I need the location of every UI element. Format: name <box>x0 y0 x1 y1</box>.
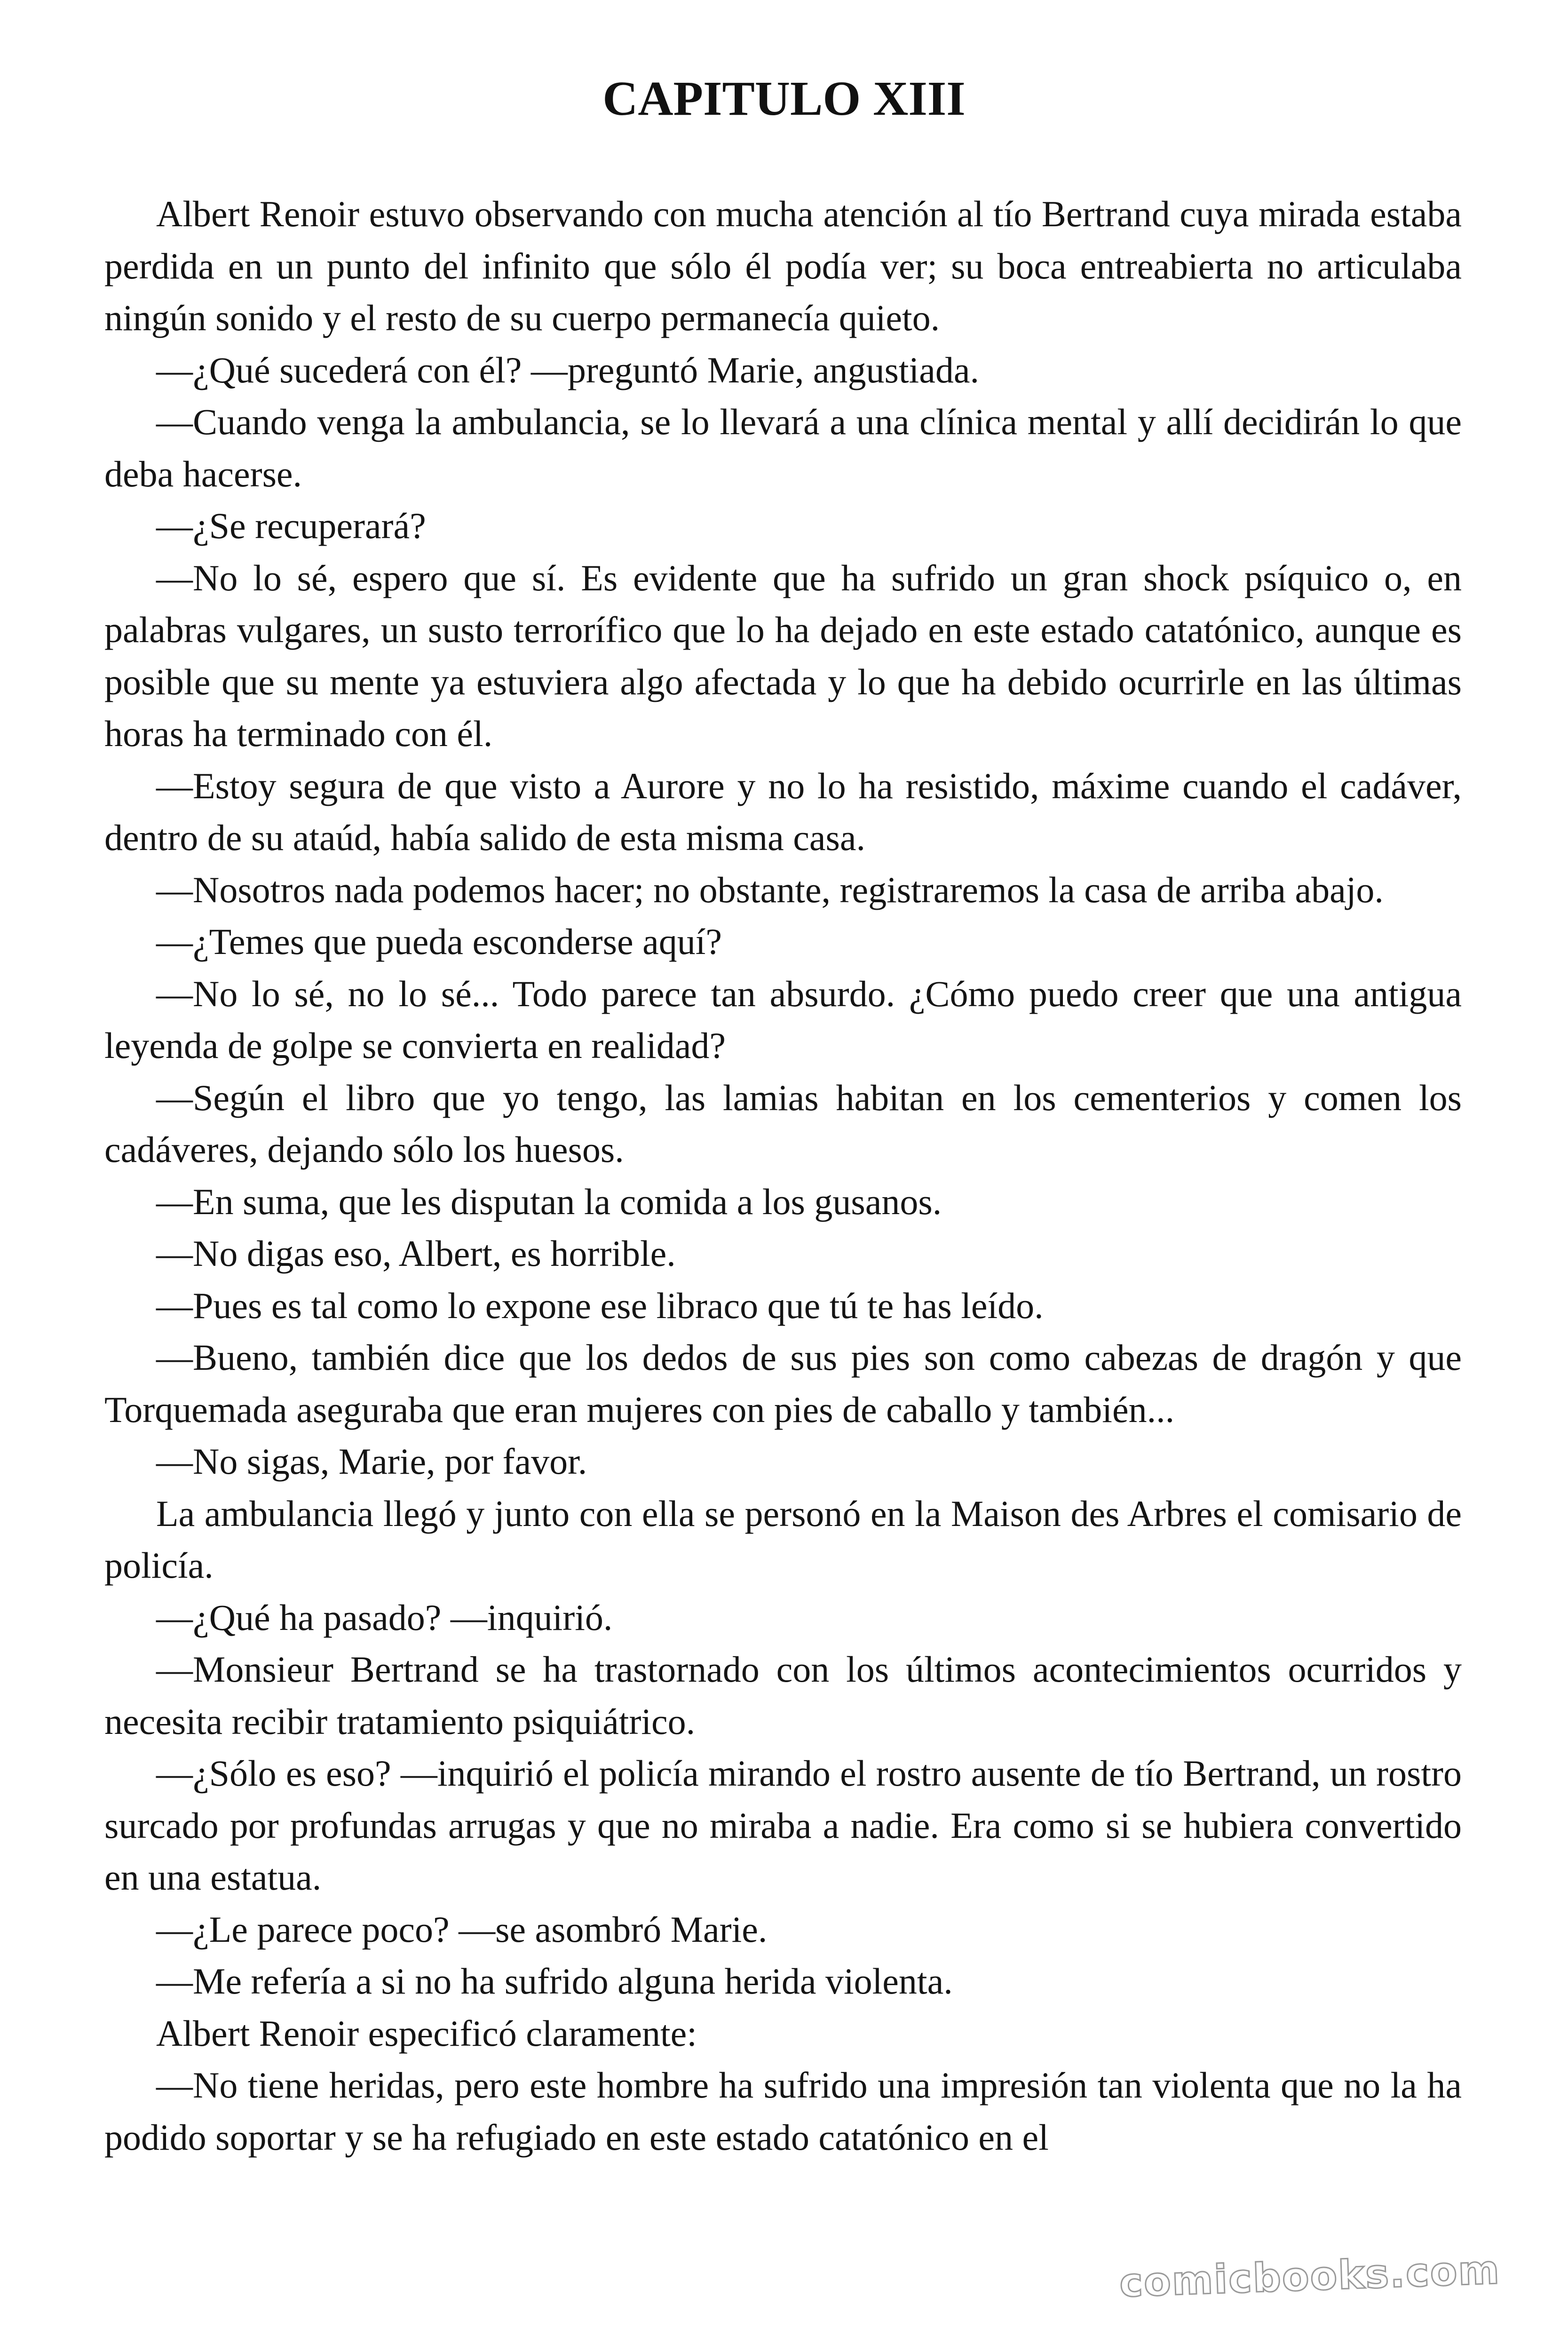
paragraph: —No sigas, Marie, por favor. <box>156 1441 587 1482</box>
paragraph: —Pues es tal como lo expone ese libraco que tú te has leído. <box>156 1285 1044 1326</box>
watermark-logo: comicbooks.com <box>1118 2246 1501 2306</box>
paragraph: —Cuando venga la ambulancia, se lo llevará a una clínica mental y allí decidirán lo que deba hacerse. <box>104 401 1462 494</box>
paragraph: Albert Renoir especificó claramente: <box>156 2012 697 2054</box>
paragraph: —Monsieur Bertrand se ha trastornado con los últimos acontecimientos ocurridos y necesita recibir tratamiento psiquiátrico. <box>104 1649 1462 1742</box>
paragraph: —¿Se recuperará? <box>156 505 426 546</box>
paragraph: —Según el libro que yo tengo, las lamias habitan en los cementerios y comen los cadáveres, dejando sólo los huesos. <box>104 1077 1462 1170</box>
paragraph: —Estoy segura de que visto a Aurore y no lo ha resistido, máxime cuando el cadáver, dentro de su ataúd, había salido de esta misma casa. <box>104 765 1462 858</box>
paragraph: —¿Qué ha pasado? —inquirió. <box>156 1597 613 1638</box>
paragraph: —¿Sólo es eso? —inquirió el policía mirando el rostro ausente de tío Bertrand, un rostro surcado por profundas arrugas y que no miraba a nadie. Era como si se hubiera convertido en una estatua. <box>104 1753 1462 1898</box>
paragraph: —Nosotros nada podemos hacer; no obstante, registraremos la casa de arriba abajo. <box>156 869 1384 910</box>
paragraph: —No tiene heridas, pero este hombre ha sufrido una impresión tan violenta que no la ha podido soportar y se ha refugiado en este estado catatónico en el <box>104 2065 1462 2158</box>
paragraph: La ambulancia llegó y junto con ella se personó en la Maison des Arbres el comisario de policía. <box>104 1493 1462 1586</box>
paragraph: —No lo sé, espero que sí. Es evidente que ha sufrido un gran shock psíquico o, en palabras vulgares, un susto terrorífico que lo ha dejado en este estado catatónico, aunque es posible que su mente ya estuviera algo afectada y lo que ha debido ocurrirle en las últimas horas ha terminado con él. <box>104 557 1462 754</box>
paragraph: —Me refería a si no ha sufrido alguna herida violenta. <box>156 1961 953 2002</box>
paragraph: Albert Renoir estuvo observando con mucha atención al tío Bertrand cuya mirada estaba perdida en un punto del infinito que sólo él podía ver; su boca entreabierta no articulaba ningún sonido y el resto de su cuerpo permanecía quieto. <box>104 193 1462 338</box>
paragraph: —En suma, que les disputan la comida a los gusanos. <box>156 1181 942 1222</box>
paragraph: —¿Temes que pueda esconderse aquí? <box>156 921 722 962</box>
paragraph: —¿Le parece poco? —se asombró Marie. <box>156 1908 768 1950</box>
paragraph: —¿Qué sucederá con él? —preguntó Marie, angustiada. <box>156 349 979 390</box>
chapter-title: CAPITULO XIII <box>602 72 966 126</box>
chapter-body <box>104 188 1462 2163</box>
paragraph: —Bueno, también dice que los dedos de sus pies son como cabezas de dragón y que Torquemada aseguraba que eran mujeres con pies de caballo y también... <box>104 1337 1462 1430</box>
paragraph: —No lo sé, no lo sé... Todo parece tan absurdo. ¿Cómo puedo creer que una antigua leyenda de golpe se convierta en realidad? <box>104 973 1462 1066</box>
paragraph: —No digas eso, Albert, es horrible. <box>156 1233 676 1274</box>
